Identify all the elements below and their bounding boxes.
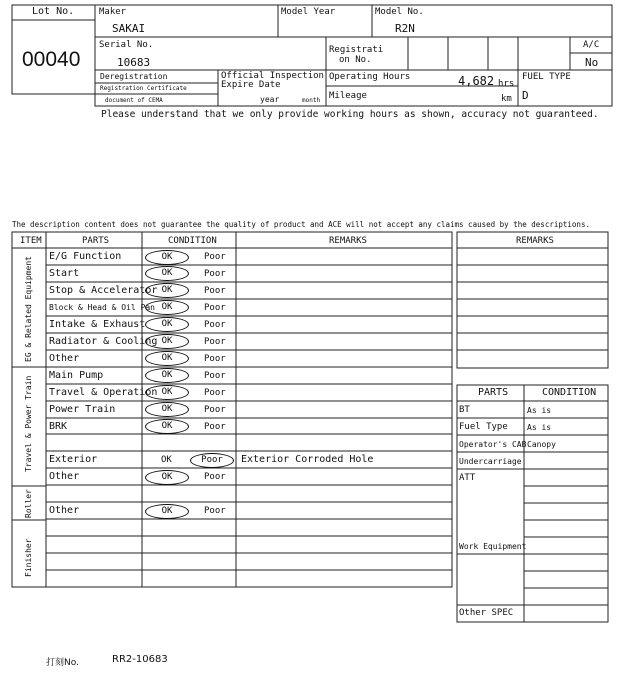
right-condition-header: CONDITION <box>542 387 597 398</box>
inspection-label-2: Expire Date <box>221 80 281 90</box>
maker-label: Maker <box>99 7 127 17</box>
bt-label: BT <box>459 405 470 415</box>
part-label: Exterior <box>49 454 98 466</box>
stamp-value: RR2-10683 <box>112 654 168 665</box>
condition-poor: Poor <box>204 302 226 313</box>
operator-cab-value: Canopy <box>527 440 556 449</box>
condition-poor: Poor <box>190 453 234 468</box>
group-travel-power-train: Travel & Power Train <box>24 375 33 472</box>
condition-poor: Poor <box>204 506 226 517</box>
deregistration-label: Deregistration <box>100 72 168 81</box>
maker-value: SAKAI <box>112 22 146 35</box>
operating-hours-label: Operating Hours <box>329 72 411 82</box>
model-no-value: R2N <box>395 22 415 35</box>
condition-ok: OK <box>145 385 189 400</box>
month-label: month <box>302 97 321 104</box>
serial-label: Serial No. <box>99 40 154 50</box>
parts-header: PARTS <box>82 236 110 246</box>
condition-ok: OK <box>145 266 189 281</box>
right-parts-header: PARTS <box>478 387 509 398</box>
remarks-header: REMARKS <box>329 236 367 246</box>
hours-accuracy-note: Please understand that we only provide working hours as shown, accuracy not guaranteed. <box>101 109 599 120</box>
row-remark: Exterior Corroded Hole <box>241 454 374 466</box>
stamp-label: 打刻No. <box>46 658 79 668</box>
operator-cab-label: Operator's CAB <box>459 440 527 449</box>
part-label: Block & Head & Oil Pan <box>49 302 155 312</box>
disclaimer: The description content does not guarantee the quality of product and ACE will not accept any claims caused by the descriptions. <box>12 220 590 229</box>
part-label: E/G Function <box>49 251 122 262</box>
condition-poor: Poor <box>204 353 226 364</box>
fuel-type-label: FUEL TYPE <box>522 72 571 82</box>
part-label: Other <box>49 505 80 517</box>
condition-ok: OK <box>145 402 189 417</box>
part-label: BRK <box>49 420 68 432</box>
part-label: Radiator & Cooling <box>49 335 158 347</box>
condition-ok: OK <box>145 419 189 434</box>
hours-value: 4,682 <box>458 74 495 88</box>
part-label: Other <box>49 352 80 364</box>
fuel-type-value: D <box>522 89 529 102</box>
ac-label: A/C <box>583 40 600 50</box>
condition-ok: OK <box>145 250 189 265</box>
condition-poor: Poor <box>204 387 226 398</box>
condition-poor: Poor <box>204 370 226 381</box>
part-label: Main Pump <box>49 369 104 381</box>
condition-ok: OK <box>145 351 189 366</box>
condition-poor: Poor <box>204 268 226 279</box>
fuel-type-row-value: As is <box>527 423 552 432</box>
year-label: year <box>260 95 280 104</box>
registration-certificate-label: Registration Certificate <box>100 85 187 92</box>
model-no-label: Model No. <box>375 7 424 17</box>
mileage-label: Mileage <box>329 91 367 101</box>
condition-ok: OK <box>145 504 189 519</box>
condition-poor: Poor <box>204 252 226 262</box>
condition-ok: OK <box>145 470 189 485</box>
right-remarks-header: REMARKS <box>516 236 554 246</box>
inspection-label: Official Inspection <box>221 71 324 81</box>
condition-ok: OK <box>145 317 189 332</box>
km-unit: km <box>501 94 512 104</box>
group-roller: Roller <box>24 489 33 518</box>
other-spec-label: Other SPEC <box>459 608 514 618</box>
part-label: Travel & Operation <box>49 386 158 398</box>
condition-poor: Poor <box>204 285 226 296</box>
condition-ok: OK <box>145 334 189 349</box>
hrs-unit: hrs <box>498 79 515 89</box>
condition-ok: OK <box>161 455 172 466</box>
registration-label: Registrati <box>329 45 384 55</box>
condition-ok: OK <box>145 368 189 383</box>
part-label: Stop & Accelerator <box>49 284 158 296</box>
ac-value: No <box>585 56 599 69</box>
condition-poor: Poor <box>204 472 226 483</box>
group-eg-related-equipment: EG & Related Equipment <box>24 256 33 362</box>
undercarriage-label: Undercarriage <box>459 457 522 466</box>
item-header: ITEM <box>20 236 42 246</box>
condition-header: CONDITION <box>168 236 217 246</box>
part-label: Intake & Exhaust <box>49 318 146 330</box>
condition-ok: OK <box>145 300 189 315</box>
registration-label-2: on No. <box>339 55 372 65</box>
group-finisher: Finisher <box>24 538 33 577</box>
condition-poor: Poor <box>204 421 226 432</box>
part-label: Power Train <box>49 403 116 415</box>
lot-label: Lot No. <box>32 6 75 17</box>
condition-ok: OK <box>145 283 189 298</box>
condition-poor: Poor <box>204 404 226 415</box>
model-year-label: Model Year <box>281 7 336 17</box>
part-label: Start <box>49 267 80 279</box>
part-label: Other <box>49 471 80 483</box>
cema-label: document of CEMA <box>105 97 163 104</box>
work-equipment-label: Work Equipment <box>459 542 527 551</box>
bt-value: As is <box>527 406 552 415</box>
condition-poor: Poor <box>204 336 226 347</box>
serial-value: 10683 <box>117 56 151 69</box>
condition-poor: Poor <box>204 319 226 330</box>
lot-number: 00040 <box>22 48 81 71</box>
fuel-type-row-label: Fuel Type <box>459 422 508 432</box>
att-label: ATT <box>459 473 476 483</box>
